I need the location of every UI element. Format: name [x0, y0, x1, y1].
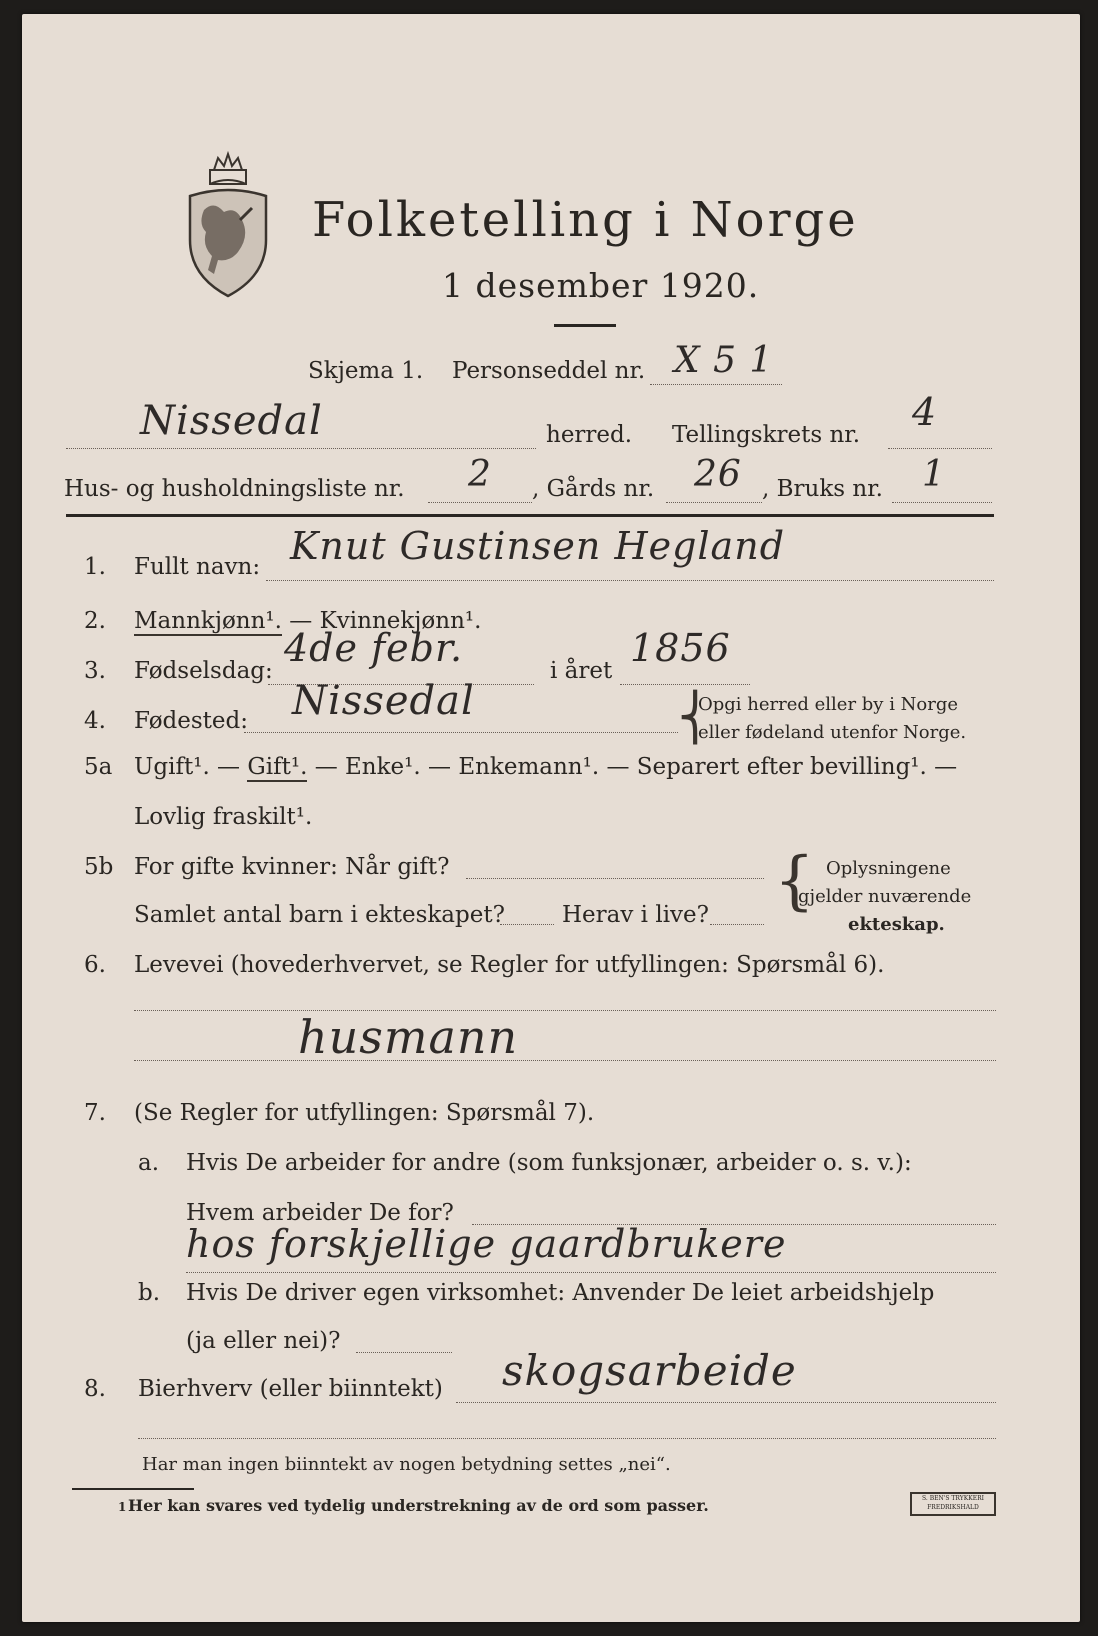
male-option[interactable]: Mannkjønn¹. — [134, 608, 282, 634]
q8-line-2 — [138, 1438, 996, 1439]
year-label: i året — [550, 658, 613, 684]
q7a-text: Hvis De arbeider for andre (som funksjonær, arbeider o. s. v.): — [186, 1150, 912, 1176]
census-form — [22, 14, 1080, 1622]
husliste-value[interactable]: 2 — [468, 454, 492, 495]
title-divider — [554, 324, 616, 327]
lovlig-fraskilt-option[interactable]: Lovlig fraskilt¹. — [134, 804, 313, 830]
gards-label: , Gårds nr. — [532, 476, 655, 502]
bruks-line — [892, 502, 992, 503]
q7-label: (Se Regler for utfyllingen: Spørsmål 7). — [134, 1100, 595, 1126]
q7b-question: (ja eller nei)? — [186, 1328, 341, 1354]
personseddel-value[interactable]: X 5 1 — [674, 340, 774, 381]
footnote-mark: 1 — [118, 1500, 127, 1514]
footnote-divider — [72, 1488, 194, 1490]
employer-line-2 — [186, 1272, 996, 1273]
q8-label: Bierhverv (eller biinntekt) — [138, 1376, 443, 1402]
tellingskrets-line — [888, 448, 992, 449]
q5b-when-married-label: For gifte kvinner: Når gift? — [134, 854, 450, 880]
header-divider — [66, 514, 994, 517]
employer-value[interactable]: hos forskjellige gaardbrukere — [186, 1222, 787, 1266]
husliste-label: Hus- og husholdningsliste nr. — [64, 476, 405, 502]
q4-label: Fødested: — [134, 708, 249, 734]
q7b-letter: b. — [138, 1280, 161, 1306]
gift-option[interactable]: Gift¹. — [247, 754, 308, 780]
q7a-letter: a. — [138, 1150, 160, 1176]
female-option[interactable]: Kvinnekjønn¹. — [319, 608, 482, 634]
q3-number: 3. — [84, 658, 106, 684]
footnote-text: Her kan svares ved tydelig understrekning av de ord som passer. — [128, 1496, 709, 1515]
q5b-note-3: ekteskap. — [848, 914, 945, 935]
alive-line[interactable] — [710, 924, 764, 925]
q5b-children-label: Samlet antal barn i ekteskapet? — [134, 902, 505, 928]
tellingskrets-label: Tellingskrets nr. — [672, 422, 861, 448]
q5b-alive-label: Herav i live? — [562, 902, 709, 928]
q3-label: Fødselsdag: — [134, 658, 273, 684]
q6-line-2 — [134, 1060, 996, 1061]
husliste-line — [428, 502, 532, 503]
q8-line-1 — [456, 1402, 996, 1403]
birthplace-line — [244, 732, 678, 733]
children-line[interactable] — [500, 924, 554, 925]
q6-number: 6. — [84, 952, 106, 978]
q6-line-1 — [134, 1010, 996, 1011]
herred-value[interactable]: Nissedal — [140, 398, 323, 444]
q7a-question: Hvem arbeider De for? — [186, 1200, 454, 1226]
birthplace-note-2: eller fødeland utenfor Norge. — [698, 722, 967, 743]
coat-of-arms-icon — [184, 150, 272, 300]
gards-value[interactable]: 26 — [694, 454, 742, 495]
q4-number: 4. — [84, 708, 106, 734]
q1-label: Fullt navn: — [134, 554, 261, 580]
q8-number: 8. — [84, 1376, 106, 1402]
q5b-note-2: gjelder nuværende — [798, 886, 972, 907]
q2-number: 2. — [84, 608, 106, 634]
bruks-label: , Bruks nr. — [762, 476, 883, 502]
herred-line — [66, 448, 536, 449]
bruks-value[interactable]: 1 — [922, 454, 946, 495]
when-married-line[interactable] — [466, 878, 764, 879]
page-title: Folketelling i Norge — [312, 192, 859, 248]
q5b-number: 5b — [84, 854, 114, 880]
herred-label: herred. — [546, 422, 633, 448]
occupation-value[interactable]: husmann — [298, 1010, 519, 1064]
q5b-note-1: Oplysningene — [826, 858, 951, 879]
tellingskrets-value[interactable]: 4 — [912, 390, 938, 434]
personseddel-label: Personseddel nr. — [452, 358, 646, 384]
q5a-row — [134, 754, 957, 780]
q5b-note-bracket: { — [774, 844, 815, 918]
hired-help-line[interactable] — [356, 1352, 452, 1353]
ugift-option[interactable]: Ugift¹. — [134, 754, 210, 780]
q2-separator: — — [281, 608, 320, 634]
printer-stamp: S. BEN'S TRYKKERI FREDRIKSHALD — [910, 1492, 996, 1516]
birth-year-value[interactable]: 1856 — [630, 626, 731, 670]
census-date: 1 desember 1920. — [442, 266, 760, 305]
q5a-separator: — — [209, 754, 248, 780]
q5a-other-options[interactable]: — Enke¹. — Enkemann¹. — Separert efter bevilling¹. — — [307, 754, 958, 780]
q7-number: 7. — [84, 1100, 106, 1126]
q6-label: Levevei (hovederhvervet, se Regler for utfyllingen: Spørsmål 6). — [134, 952, 885, 978]
biinntekt-note: Har man ingen biinntekt av nogen betydning settes „nei“. — [142, 1454, 671, 1475]
q5a-number: 5a — [84, 754, 113, 780]
personseddel-line — [650, 384, 782, 385]
birthplace-value[interactable]: Nissedal — [292, 678, 475, 724]
skjema-label: Skjema 1. — [308, 358, 424, 384]
year-line — [620, 684, 750, 685]
side-occupation-value[interactable]: skogsarbeide — [502, 1346, 797, 1395]
q1-line — [266, 580, 994, 581]
q1-number: 1. — [84, 554, 106, 580]
birthday-value[interactable]: 4de febr. — [284, 626, 464, 670]
gards-line — [666, 502, 762, 503]
full-name-value[interactable]: Knut Gustinsen Hegland — [290, 524, 786, 568]
birthplace-note-1: Opgi herred eller by i Norge — [698, 694, 959, 715]
birthplace-note-bracket: ⎨ — [678, 690, 713, 744]
q7b-text: Hvis De driver egen virksomhet: Anvender De leiet arbeidshjelp — [186, 1280, 935, 1306]
